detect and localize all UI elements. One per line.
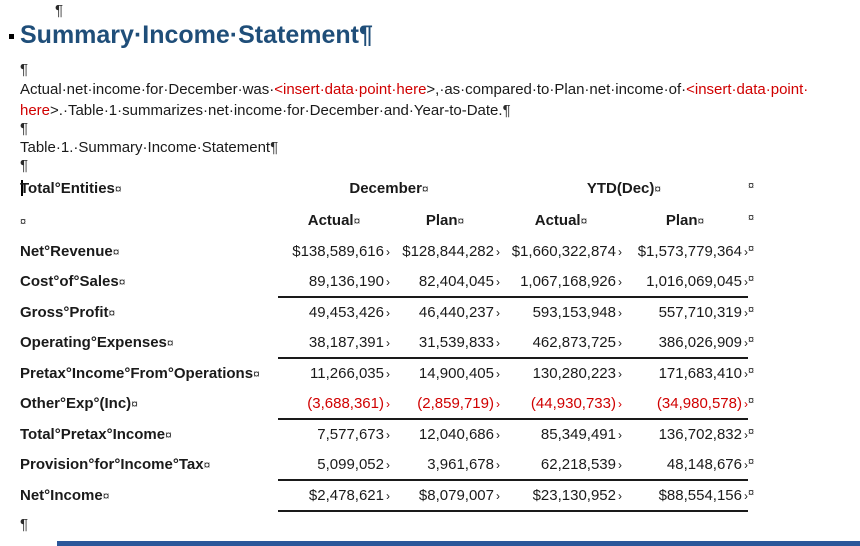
cell-marker: ¤ bbox=[253, 366, 260, 381]
value: $138,589,616 bbox=[292, 242, 384, 260]
row-label-cell[interactable] bbox=[20, 328, 278, 359]
cell-marker: ¤ bbox=[748, 179, 755, 192]
value: $128,844,282 bbox=[402, 242, 494, 260]
value: 62,218,539 bbox=[540, 455, 616, 473]
value: 5,099,052 bbox=[317, 455, 384, 473]
row-end-marker bbox=[748, 267, 768, 298]
row-end-marker bbox=[748, 389, 768, 420]
value-cell[interactable] bbox=[390, 328, 500, 359]
value: (34,980,578) bbox=[656, 394, 742, 412]
value-cell[interactable] bbox=[622, 389, 748, 420]
tab-marker: › bbox=[496, 335, 500, 350]
col-header-label: Actual bbox=[534, 211, 581, 229]
row-end-marker bbox=[748, 328, 768, 359]
value: 12,040,686 bbox=[418, 426, 494, 444]
cell-marker: ¤ bbox=[748, 364, 755, 377]
value: 48,148,676 bbox=[666, 455, 742, 473]
tab-marker: › bbox=[386, 306, 390, 321]
row-end-marker bbox=[748, 204, 768, 236]
row-end-marker bbox=[748, 480, 768, 511]
tab-marker: › bbox=[744, 396, 748, 411]
cell-marker: ¤ bbox=[580, 213, 588, 228]
tab-marker: › bbox=[386, 428, 390, 443]
tab-marker: › bbox=[744, 428, 748, 443]
paragraph-line-2 bbox=[20, 100, 808, 121]
value: (3,688,361) bbox=[307, 394, 384, 412]
row-label: Provision°for°Income°Tax bbox=[20, 456, 204, 474]
row-label-cell[interactable] bbox=[20, 480, 278, 511]
row-label-cell[interactable] bbox=[20, 358, 278, 389]
tab-marker: › bbox=[618, 396, 622, 411]
tab-marker: › bbox=[618, 428, 622, 443]
paragraph-mark: ¶ bbox=[20, 120, 29, 137]
paragraph-line-1 bbox=[20, 79, 808, 100]
cell-marker: ¤ bbox=[697, 213, 705, 228]
tab-marker: › bbox=[618, 306, 622, 321]
cell-marker: ¤ bbox=[748, 211, 755, 224]
value: 46,440,237 bbox=[418, 304, 494, 322]
row-label: Gross°Profit bbox=[20, 303, 109, 321]
tab-marker: › bbox=[744, 367, 748, 382]
value: 386,026,909 bbox=[658, 333, 742, 351]
text-run: >,·as·compared·to·Plan·net·income·of· bbox=[426, 81, 687, 98]
text-run: Actual·net·income·for·December·was· bbox=[20, 81, 275, 98]
tab-marker: › bbox=[386, 488, 390, 503]
value-cell[interactable] bbox=[390, 236, 500, 267]
table-row-provision-for-income-tax bbox=[20, 450, 768, 481]
value: 11,266,035 bbox=[310, 365, 384, 383]
row-end-marker bbox=[748, 172, 768, 204]
placeholder-text: <insert·data·point· bbox=[686, 81, 809, 98]
value: 593,153,948 bbox=[532, 304, 616, 322]
value: (44,930,733) bbox=[530, 394, 616, 412]
tab-marker: › bbox=[618, 335, 622, 350]
tab-marker: › bbox=[618, 244, 622, 259]
cell-marker: ¤ bbox=[748, 273, 755, 286]
value: 557,710,319 bbox=[658, 304, 742, 322]
tab-marker: › bbox=[386, 335, 390, 350]
col-header-label: Plan bbox=[665, 211, 698, 229]
value-cell[interactable] bbox=[278, 236, 390, 267]
row-end-marker bbox=[748, 358, 768, 389]
value-cell[interactable] bbox=[278, 389, 390, 420]
col-header-plan-ytd[interactable] bbox=[622, 204, 748, 236]
row-label-cell[interactable] bbox=[20, 389, 278, 420]
row-label-cell[interactable] bbox=[20, 267, 278, 298]
group-header-label: December bbox=[349, 179, 422, 197]
value: 85,349,491 bbox=[540, 426, 616, 444]
value: 171,683,410 bbox=[658, 365, 742, 383]
value-cell[interactable] bbox=[278, 297, 390, 328]
group-header-label: YTD(Dec) bbox=[586, 179, 655, 197]
text-run: >.·Table·1·summarizes·net·income·for·December·and·Year-to-Date. bbox=[50, 102, 503, 119]
table-row-other-exp-inc bbox=[20, 389, 768, 420]
table-caption[interactable] bbox=[20, 139, 278, 156]
tab-marker: › bbox=[618, 488, 622, 503]
value: (2,859,719) bbox=[417, 394, 494, 412]
value: 136,702,832 bbox=[658, 426, 742, 444]
value-cell[interactable] bbox=[622, 450, 748, 481]
value-cell[interactable] bbox=[278, 267, 390, 298]
value-cell[interactable] bbox=[500, 450, 622, 481]
tab-marker: › bbox=[496, 367, 500, 382]
tab-marker: › bbox=[496, 488, 500, 503]
row-label: Total°Pretax°Income bbox=[20, 425, 166, 443]
body-paragraph[interactable] bbox=[20, 79, 808, 121]
paragraph-mark: ¶ bbox=[358, 21, 373, 49]
tab-marker: › bbox=[744, 274, 748, 289]
value: $1,660,322,874 bbox=[511, 242, 616, 260]
tab-marker: › bbox=[386, 396, 390, 411]
tab-marker: › bbox=[386, 244, 390, 259]
value-cell[interactable] bbox=[390, 389, 500, 420]
tab-marker: › bbox=[386, 274, 390, 289]
cell-marker: ¤ bbox=[20, 215, 27, 228]
value: $8,079,007 bbox=[418, 486, 494, 504]
table-row-gross-profit bbox=[20, 297, 768, 328]
tab-marker: › bbox=[496, 274, 500, 289]
row-label: Pretax°Income°From°Operations bbox=[20, 364, 254, 382]
tab-marker: › bbox=[386, 367, 390, 382]
table-row-operating-expenses bbox=[20, 328, 768, 359]
placeholder-text: <insert·data·point·here bbox=[274, 81, 427, 98]
value: 1,016,069,045 bbox=[646, 272, 742, 290]
value-cell[interactable] bbox=[500, 267, 622, 298]
cell-marker: ¤ bbox=[748, 456, 755, 469]
value-cell[interactable] bbox=[500, 297, 622, 328]
value-cell[interactable] bbox=[622, 236, 748, 267]
tab-marker: › bbox=[496, 306, 500, 321]
value: 14,900,405 bbox=[418, 365, 494, 383]
tab-marker: › bbox=[618, 367, 622, 382]
value-cell[interactable] bbox=[500, 236, 622, 267]
value-cell[interactable] bbox=[390, 358, 500, 389]
row-label-cell[interactable] bbox=[20, 450, 278, 481]
december-group-header[interactable] bbox=[278, 172, 500, 204]
tab-marker: › bbox=[744, 335, 748, 350]
value-cell[interactable] bbox=[500, 419, 622, 450]
row-label: Other°Exp°(Inc) bbox=[20, 395, 132, 413]
cell-marker: ¤ bbox=[748, 303, 755, 316]
tab-marker: › bbox=[744, 457, 748, 472]
row-label: Net°Income bbox=[20, 486, 103, 504]
row-label-cell[interactable] bbox=[20, 297, 278, 328]
value-cell[interactable] bbox=[278, 328, 390, 359]
cell-marker: ¤ bbox=[748, 334, 755, 347]
value-cell[interactable] bbox=[390, 419, 500, 450]
table-row-net-revenue bbox=[20, 236, 768, 267]
value-cell[interactable] bbox=[622, 297, 748, 328]
cell-marker: ¤ bbox=[102, 488, 110, 503]
cell-marker: ¤ bbox=[112, 244, 120, 259]
ytd-group-header[interactable] bbox=[500, 172, 748, 204]
cell-marker: ¤ bbox=[353, 213, 361, 228]
cell-marker: ¤ bbox=[421, 181, 429, 196]
tab-marker: › bbox=[618, 457, 622, 472]
cell-marker: ¤ bbox=[748, 486, 755, 499]
cell-marker: ¤ bbox=[654, 181, 662, 196]
cell-marker: ¤ bbox=[118, 275, 126, 290]
cell-marker: ¤ bbox=[748, 395, 755, 408]
col-header-label: Plan bbox=[425, 211, 458, 229]
window-bottom-edge-bar bbox=[57, 541, 860, 546]
paragraph-mark: ¶ bbox=[55, 2, 64, 19]
cell-marker: ¤ bbox=[166, 336, 174, 351]
page-title-text: Summary·Income·Statement bbox=[20, 21, 359, 49]
tab-marker: › bbox=[496, 244, 500, 259]
value-cell[interactable] bbox=[622, 267, 748, 298]
table-row-pretax-income-from-operations bbox=[20, 358, 768, 389]
value: 1,067,168,926 bbox=[520, 272, 616, 290]
tab-marker: › bbox=[496, 428, 500, 443]
tab-marker: › bbox=[618, 274, 622, 289]
value-cell[interactable] bbox=[278, 480, 390, 511]
value-cell[interactable] bbox=[278, 358, 390, 389]
col-header-actual-dec[interactable] bbox=[278, 204, 390, 236]
tab-marker: › bbox=[744, 244, 748, 259]
value-cell[interactable] bbox=[622, 328, 748, 359]
tab-marker: › bbox=[744, 306, 748, 321]
row-label-cell[interactable] bbox=[20, 236, 278, 267]
corner-header-cell[interactable] bbox=[20, 172, 278, 204]
value-cell[interactable] bbox=[390, 267, 500, 298]
tab-marker: › bbox=[386, 457, 390, 472]
cell-marker: ¤ bbox=[748, 425, 755, 438]
value: 89,136,190 bbox=[308, 272, 384, 290]
value: 38,187,391 bbox=[308, 333, 384, 351]
cell-marker: ¤ bbox=[748, 242, 755, 255]
paragraph-mark: ¶ bbox=[502, 102, 511, 119]
empty-header-cell[interactable] bbox=[20, 204, 278, 236]
table-row-net-income bbox=[20, 480, 768, 511]
table-caption-text: Table·1.·Summary·Income·Statement bbox=[20, 139, 271, 156]
value-cell[interactable] bbox=[278, 450, 390, 481]
row-end-marker bbox=[748, 450, 768, 481]
paragraph-mark: ¶ bbox=[20, 516, 29, 533]
row-label: Cost°of°Sales bbox=[20, 273, 119, 291]
value-cell[interactable] bbox=[500, 328, 622, 359]
placeholder-text: here bbox=[20, 102, 51, 119]
cell-marker: ¤ bbox=[114, 181, 122, 196]
value: 462,873,725 bbox=[532, 333, 616, 351]
value-cell[interactable] bbox=[278, 419, 390, 450]
value: 3,961,678 bbox=[427, 455, 494, 473]
value-cell[interactable] bbox=[622, 480, 748, 511]
value-cell[interactable] bbox=[390, 297, 500, 328]
value: $88,554,156 bbox=[658, 486, 742, 504]
corner-header-label: Total°Entities bbox=[20, 179, 115, 197]
value: 49,453,426 bbox=[308, 304, 384, 322]
cell-marker: ¤ bbox=[457, 213, 465, 228]
value-cell[interactable] bbox=[390, 480, 500, 511]
cell-marker: ¤ bbox=[203, 458, 211, 473]
row-end-marker bbox=[748, 297, 768, 328]
col-header-plan-dec[interactable] bbox=[390, 204, 500, 236]
row-label: Net°Revenue bbox=[20, 242, 113, 260]
row-end-marker bbox=[748, 419, 768, 450]
value: $2,478,621 bbox=[308, 486, 384, 504]
value-cell[interactable] bbox=[622, 419, 748, 450]
cell-marker: ¤ bbox=[108, 305, 116, 320]
value-cell[interactable] bbox=[622, 358, 748, 389]
paragraph-mark: ¶ bbox=[20, 61, 29, 78]
value-cell[interactable] bbox=[500, 358, 622, 389]
col-header-actual-ytd[interactable] bbox=[500, 204, 622, 236]
table-row-total-pretax-income bbox=[20, 419, 768, 450]
value-cell[interactable] bbox=[500, 480, 622, 511]
cell-marker: ¤ bbox=[131, 397, 138, 412]
table-row-cost-of-sales bbox=[20, 267, 768, 298]
row-end-marker bbox=[748, 236, 768, 267]
col-header-label: Actual bbox=[307, 211, 354, 229]
row-label: Operating°Expenses bbox=[20, 334, 167, 352]
value-cell[interactable] bbox=[390, 450, 500, 481]
value: 130,280,223 bbox=[532, 365, 616, 383]
heading-style-bullet bbox=[9, 34, 14, 39]
value: 82,404,045 bbox=[418, 272, 494, 290]
value: 31,539,833 bbox=[418, 333, 494, 351]
tab-marker: › bbox=[744, 488, 748, 503]
paragraph-mark: ¶ bbox=[20, 157, 29, 174]
table-group-header-row bbox=[20, 172, 768, 204]
row-label-cell[interactable] bbox=[20, 419, 278, 450]
value: $1,573,779,364 bbox=[637, 242, 742, 260]
tab-marker: › bbox=[496, 457, 500, 472]
page-title[interactable] bbox=[20, 20, 373, 50]
income-statement-table[interactable] bbox=[20, 172, 768, 512]
value-cell[interactable] bbox=[500, 389, 622, 420]
value: $23,130,952 bbox=[532, 486, 616, 504]
paragraph-mark: ¶ bbox=[270, 139, 279, 156]
tab-marker: › bbox=[496, 396, 500, 411]
value: 7,577,673 bbox=[317, 426, 384, 444]
cell-marker: ¤ bbox=[165, 427, 172, 442]
table-column-header-row bbox=[20, 204, 768, 236]
